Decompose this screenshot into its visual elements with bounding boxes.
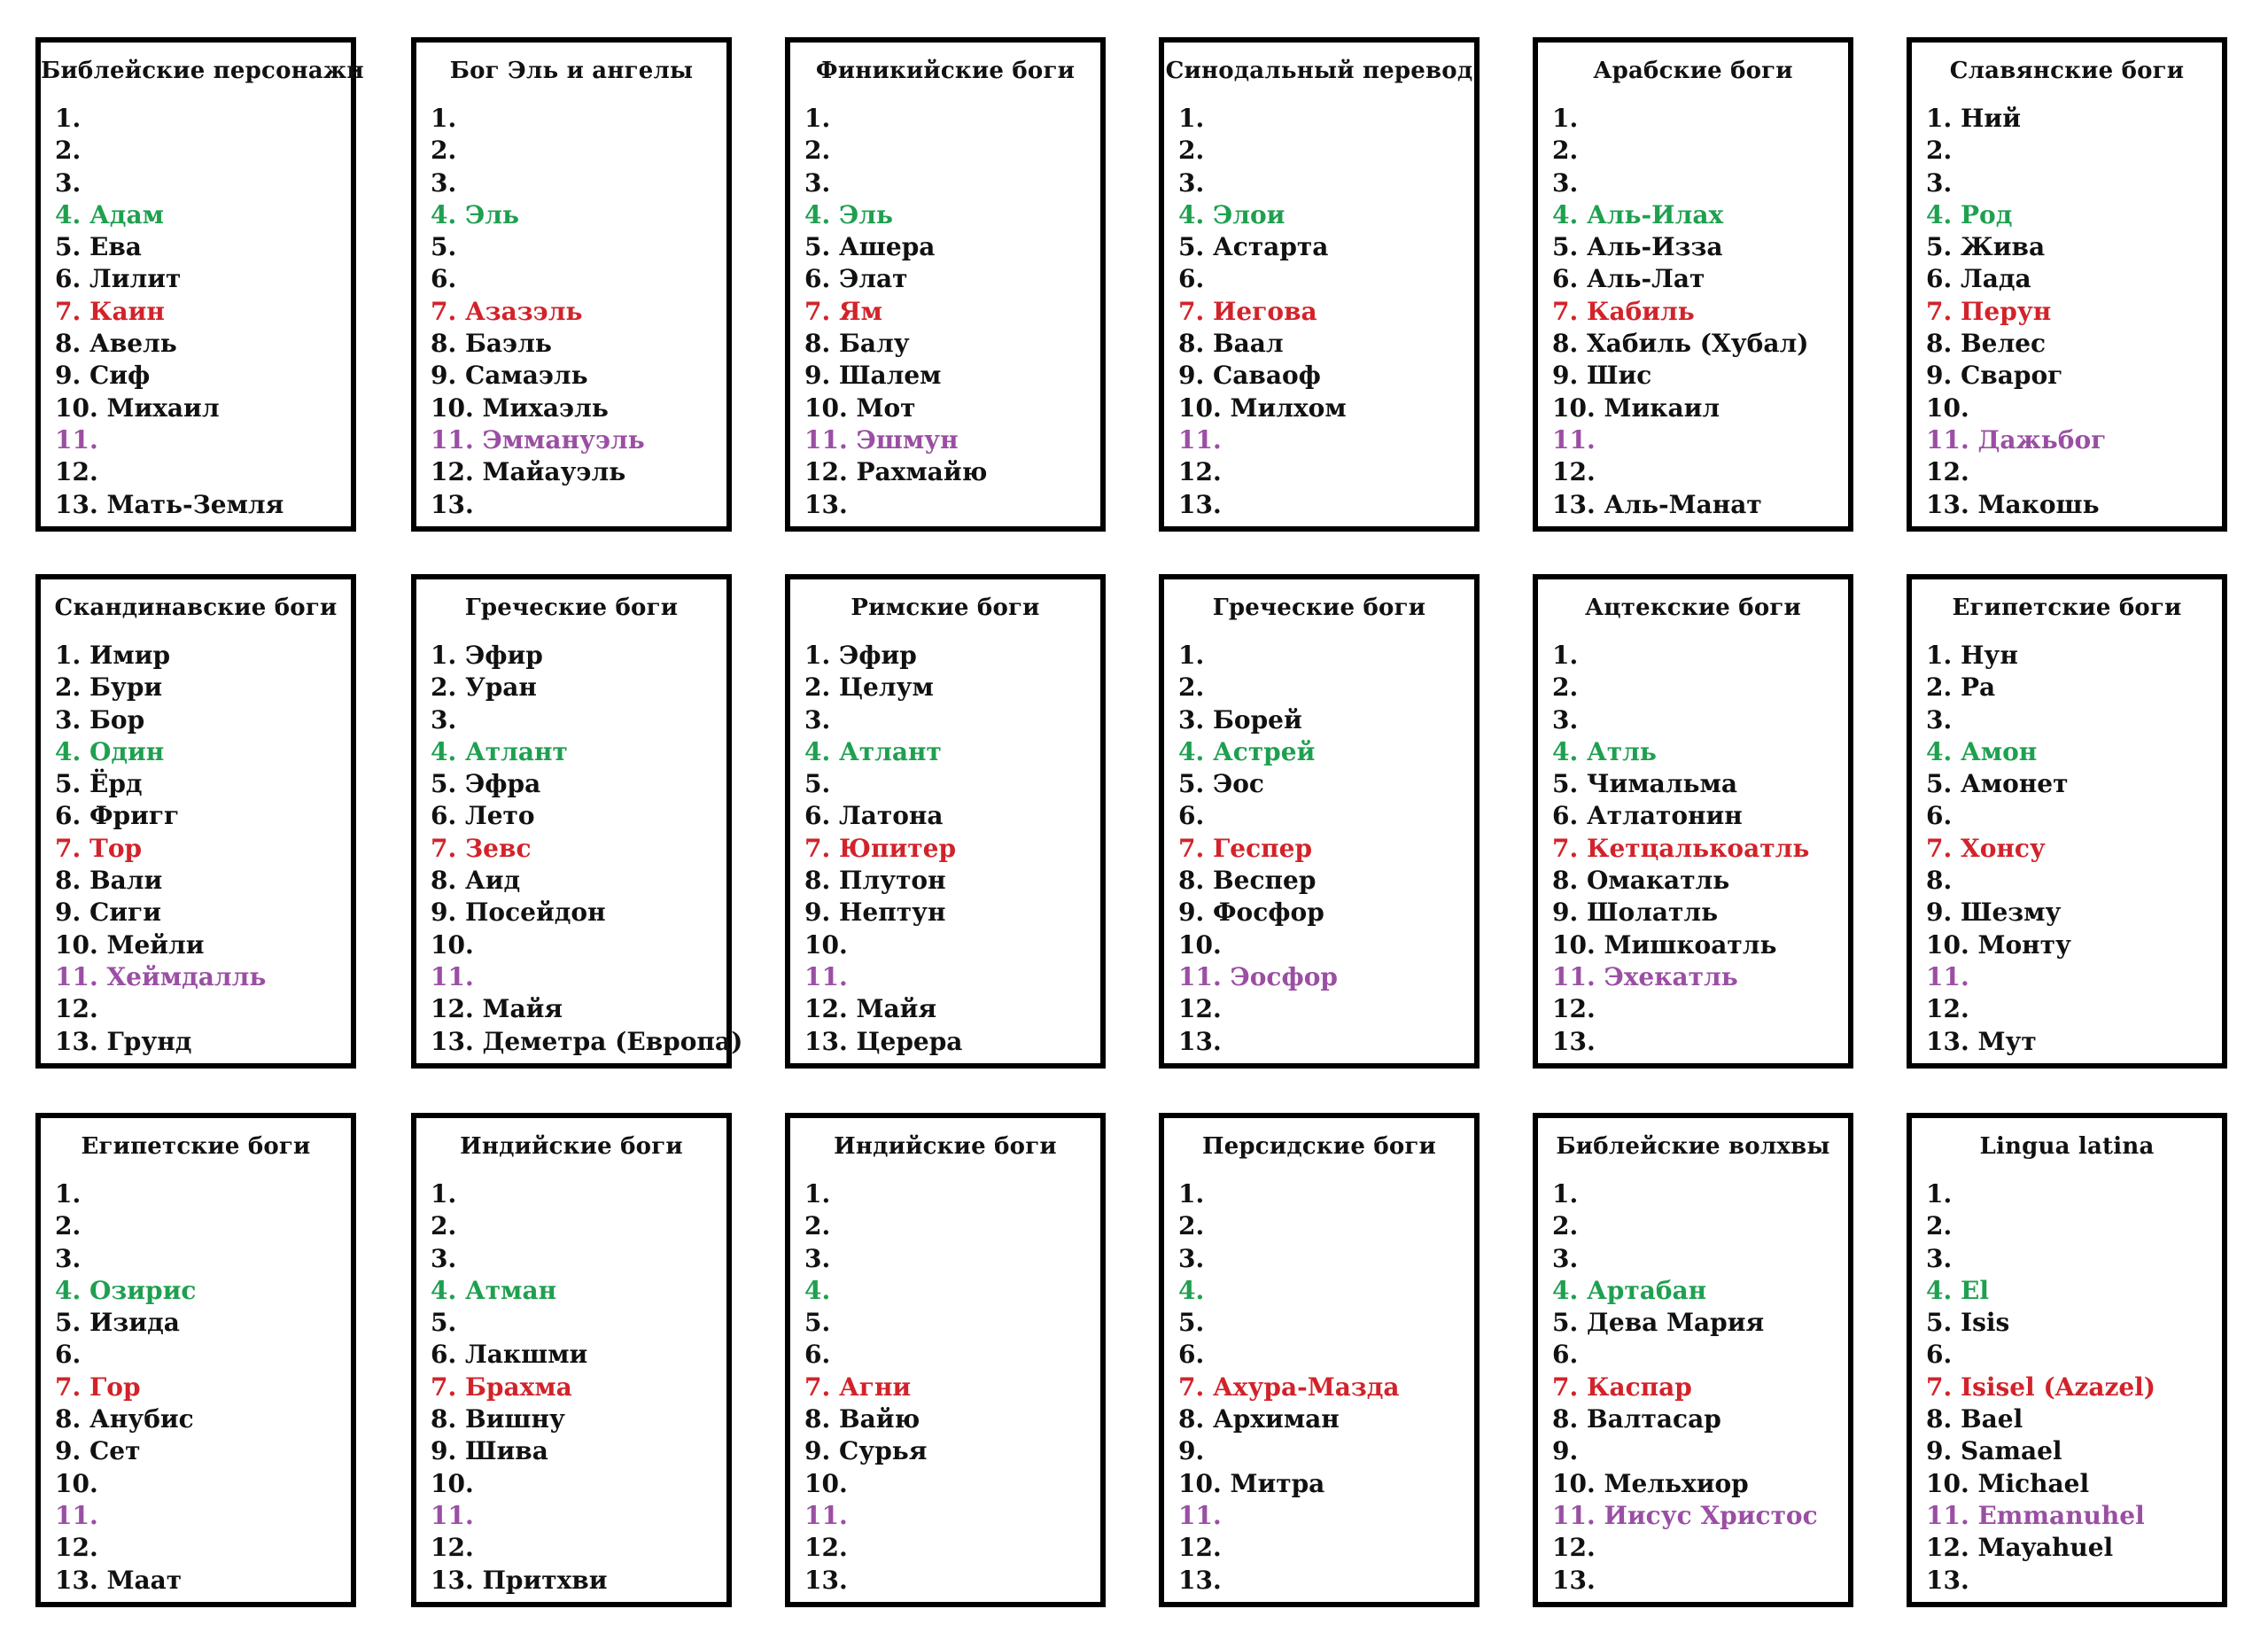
list-item: 5. Дева Мария bbox=[1552, 1308, 1765, 1338]
list-item: 1. bbox=[1178, 641, 1205, 670]
list-item: 3. bbox=[1926, 167, 1953, 198]
list-item: 9. Шолатль bbox=[1552, 898, 1719, 928]
list-item: 12. bbox=[55, 994, 98, 1024]
list-item: 1. bbox=[1178, 104, 1205, 133]
list-item: 2. bbox=[804, 1211, 831, 1241]
list-item: 2. bbox=[431, 1211, 457, 1241]
list-item: 4. Амон bbox=[1926, 736, 2038, 766]
list-item: 5. bbox=[804, 769, 831, 799]
list-item: 9. Сиги bbox=[55, 898, 161, 928]
list-item: 6. bbox=[55, 1340, 82, 1370]
list-item: 6. Лилит bbox=[55, 264, 182, 294]
list-item: 9. Нептун bbox=[804, 898, 946, 928]
list-item: 5. Жива bbox=[1926, 232, 2046, 262]
card-list bbox=[1926, 1178, 2215, 1597]
list-item: 3. Бор bbox=[55, 704, 145, 735]
card-title: Скандинавские боги bbox=[54, 595, 338, 621]
list-item: 5. bbox=[431, 232, 457, 262]
list-item: 1. bbox=[1552, 104, 1579, 133]
card bbox=[1533, 1113, 1853, 1607]
list-item: 8. Балу bbox=[804, 329, 910, 359]
list-item: 2. bbox=[804, 136, 831, 166]
list-item: 11. bbox=[1178, 424, 1222, 455]
card-list bbox=[1552, 640, 1841, 1058]
list-item: 4. Адам bbox=[55, 199, 164, 229]
list-item: 13. bbox=[1178, 1565, 1222, 1595]
list-item: 7. Геспер bbox=[1178, 833, 1313, 863]
list-item: 11. bbox=[804, 961, 848, 991]
list-item: 12. Майя bbox=[804, 994, 937, 1024]
list-item: 11. bbox=[431, 961, 474, 991]
list-item: 10. Михаил bbox=[55, 393, 220, 423]
list-item: 5. Эфра bbox=[431, 769, 541, 799]
list-item: 11. Эхекатль bbox=[1552, 961, 1738, 991]
list-item: 3. bbox=[1178, 167, 1205, 198]
list-item: 11. Emmanuhel bbox=[1926, 1500, 2145, 1530]
list-item: 2. bbox=[1178, 672, 1205, 703]
card-list bbox=[1926, 640, 2215, 1058]
list-item: 1. bbox=[1552, 1179, 1579, 1209]
list-item: 3. bbox=[55, 1243, 82, 1273]
list-item: 4. Эль bbox=[431, 199, 519, 229]
list-item: 3. bbox=[1552, 167, 1579, 198]
list-item: 8. Вишну bbox=[431, 1404, 565, 1434]
list-item: 12. bbox=[1178, 994, 1222, 1024]
list-item: 2. bbox=[1926, 1211, 1953, 1241]
list-item: 3. bbox=[1552, 1243, 1579, 1273]
card bbox=[1159, 574, 1480, 1069]
list-item: 8. Баэль bbox=[431, 329, 552, 359]
list-item: 1. Имир bbox=[55, 641, 171, 670]
list-item: 12. Mayahuel bbox=[1926, 1533, 2114, 1563]
list-item: 1. bbox=[1926, 1179, 1953, 1209]
card bbox=[1907, 37, 2227, 532]
card-list bbox=[55, 640, 344, 1058]
list-item: 5. Аль-Изза bbox=[1552, 232, 1723, 262]
list-item: 9. Фосфор bbox=[1178, 898, 1324, 928]
list-item: 6. bbox=[804, 1340, 831, 1370]
list-item: 6. Фригг bbox=[55, 801, 180, 831]
list-item: 1. Эфир bbox=[431, 641, 543, 670]
card bbox=[35, 1113, 356, 1607]
list-item: 3. bbox=[431, 167, 457, 198]
list-item: 8. Веспер bbox=[1178, 866, 1317, 896]
list-item: 11. Дажьбог bbox=[1926, 424, 2107, 455]
list-item: 4. Аль-Илах bbox=[1552, 199, 1724, 229]
list-item: 6. bbox=[1926, 801, 1953, 831]
list-item: 7. Азазэль bbox=[431, 296, 583, 326]
list-item: 10. Милхом bbox=[1178, 393, 1347, 423]
list-item: 1. bbox=[1552, 641, 1579, 670]
list-item: 4. El bbox=[1926, 1275, 1989, 1305]
list-item: 2. bbox=[55, 1211, 82, 1241]
list-item: 2. bbox=[431, 136, 457, 166]
list-item: 1. bbox=[804, 1179, 831, 1209]
list-item: 9. Шезму bbox=[1926, 898, 2062, 928]
list-item: 12. bbox=[1926, 457, 1969, 487]
card-title: Персидские боги bbox=[1201, 1133, 1437, 1160]
list-item: 2. bbox=[1552, 1211, 1579, 1241]
list-item: 13. Мут bbox=[1926, 1026, 2037, 1056]
list-item: 6. Латона bbox=[804, 801, 944, 831]
list-item: 8. Архиман bbox=[1178, 1404, 1340, 1434]
list-item: 4. Озирис bbox=[55, 1275, 197, 1305]
list-item: 3. Борей bbox=[1178, 704, 1302, 735]
card-title: Бог Эль и ангелы bbox=[449, 58, 694, 84]
list-item: 9. Шива bbox=[431, 1436, 548, 1466]
list-item: 11. bbox=[1552, 424, 1596, 455]
list-item: 3. bbox=[431, 1243, 457, 1273]
list-item: 13. bbox=[1178, 1026, 1222, 1056]
list-item: 7. Хонсу bbox=[1926, 833, 2046, 863]
list-item: 5. bbox=[804, 1308, 831, 1338]
list-item: 10. bbox=[55, 1468, 98, 1498]
list-item: 12. bbox=[1178, 1533, 1222, 1563]
list-item: 8. Омакатль bbox=[1552, 866, 1730, 896]
list-item: 1. Ний bbox=[1926, 104, 2021, 133]
list-item: 9. bbox=[1178, 1436, 1205, 1466]
list-item: 4. Род bbox=[1926, 199, 2013, 229]
list-item: 4. Один bbox=[55, 736, 165, 766]
list-item: 10. Мишкоатль bbox=[1552, 929, 1777, 960]
list-item: 6. bbox=[431, 264, 457, 294]
list-item: 12. bbox=[804, 1533, 848, 1563]
list-item: 2. bbox=[1552, 672, 1579, 703]
list-item: 12. bbox=[55, 457, 98, 487]
list-item: 1. bbox=[431, 104, 457, 133]
list-item: 3. bbox=[55, 167, 82, 198]
card bbox=[411, 1113, 732, 1607]
list-item: 1. bbox=[55, 104, 82, 133]
card-title: Египетские боги bbox=[1952, 595, 2182, 621]
list-item: 6. Аль-Лат bbox=[1552, 264, 1705, 294]
card-title: Славянские боги bbox=[1949, 58, 2185, 84]
list-item: 6. bbox=[1926, 1340, 1953, 1370]
card-list bbox=[431, 103, 719, 521]
card bbox=[1907, 574, 2227, 1069]
list-item: 12. bbox=[1926, 994, 1969, 1024]
list-item: 5. bbox=[1178, 1308, 1205, 1338]
list-item: 10. bbox=[431, 1468, 474, 1498]
list-item: 9. Саваоф bbox=[1178, 361, 1321, 391]
list-item: 9. Сиф bbox=[55, 361, 151, 391]
list-item: 11. Эшмун bbox=[804, 424, 959, 455]
list-item: 8. Вайю bbox=[804, 1404, 920, 1434]
list-item: 13. Аль-Манат bbox=[1552, 489, 1762, 519]
list-item: 8. Плутон bbox=[804, 866, 946, 896]
list-item: 5. Амонет bbox=[1926, 769, 2069, 799]
list-item: 10. Мот bbox=[804, 393, 916, 423]
card-title: Библейские волхвы bbox=[1556, 1133, 1830, 1160]
list-item: 7. Гор bbox=[55, 1372, 141, 1402]
list-item: 12. bbox=[55, 1533, 98, 1563]
list-item: 11. bbox=[55, 1500, 98, 1530]
list-item: 6. Лето bbox=[431, 801, 535, 831]
list-item: 7. Зевс bbox=[431, 833, 532, 863]
list-item: 6. bbox=[1552, 1340, 1579, 1370]
list-item: 11. bbox=[804, 1500, 848, 1530]
list-item: 9. Шис bbox=[1552, 361, 1652, 391]
card-list bbox=[1552, 1178, 1841, 1597]
list-item: 6. Элат bbox=[804, 264, 908, 294]
list-item: 11. bbox=[1178, 1500, 1222, 1530]
card bbox=[411, 574, 743, 1069]
list-item: 8. bbox=[1926, 866, 1953, 896]
list-item: 10. Мельхиор bbox=[1552, 1468, 1749, 1498]
list-item: 5. Чимальма bbox=[1552, 769, 1737, 799]
list-item: 10. Микаил bbox=[1552, 393, 1720, 423]
card-title: Lingua latina bbox=[1979, 1133, 2155, 1160]
list-item: 5. Эос bbox=[1178, 769, 1264, 799]
list-item: 3. bbox=[1178, 1243, 1205, 1273]
list-item: 4. Атлант bbox=[804, 736, 942, 766]
list-item: 4. Астрей bbox=[1178, 736, 1316, 766]
list-item: 7. Кетцалькоатль bbox=[1552, 833, 1810, 863]
list-item: 7. Иегова bbox=[1178, 296, 1317, 326]
list-item: 13. Грунд bbox=[55, 1026, 192, 1056]
list-item: 7. Ахура-Мазда bbox=[1178, 1372, 1400, 1402]
list-item: 9. Самаэль bbox=[431, 361, 588, 391]
list-item: 8. Анубис bbox=[55, 1404, 194, 1434]
list-item: 12. Майауэль bbox=[431, 457, 626, 487]
list-item: 10. Митра bbox=[1178, 1468, 1325, 1498]
list-item: 13. bbox=[431, 489, 474, 519]
card-title: Ацтекские боги bbox=[1585, 595, 1801, 621]
list-item: 13. bbox=[1552, 1565, 1596, 1595]
card-title: Индийские боги bbox=[460, 1133, 683, 1160]
list-item: 13. Церера bbox=[804, 1026, 963, 1056]
card-list bbox=[431, 1178, 719, 1597]
list-item: 6. Лада bbox=[1926, 264, 2031, 294]
list-item: 3. bbox=[1926, 1243, 1953, 1273]
list-item: 6. bbox=[1178, 801, 1205, 831]
list-item: 10. Мейли bbox=[55, 929, 205, 960]
list-item: 6. Атлатонин bbox=[1552, 801, 1743, 831]
list-item: 10. bbox=[804, 1468, 848, 1498]
list-item: 4. Артабан bbox=[1552, 1275, 1707, 1305]
card bbox=[1907, 1113, 2227, 1607]
card bbox=[1533, 574, 1853, 1069]
list-item: 1. Нун bbox=[1926, 641, 2018, 670]
list-item: 4. Элои bbox=[1178, 199, 1285, 229]
card bbox=[1159, 1113, 1480, 1607]
card bbox=[785, 37, 1106, 532]
card-list bbox=[1178, 1178, 1467, 1597]
list-item: 9. Шалем bbox=[804, 361, 942, 391]
list-item: 1. bbox=[1178, 1179, 1205, 1209]
list-item: 4. bbox=[1178, 1275, 1205, 1305]
card-list bbox=[1178, 640, 1467, 1058]
list-item: 13. bbox=[1178, 489, 1222, 519]
list-item: 2. Уран bbox=[431, 672, 537, 703]
list-item: 12. bbox=[1552, 457, 1596, 487]
card-list bbox=[431, 640, 743, 1058]
card-title: Греческие боги bbox=[1212, 595, 1426, 621]
list-item: 3. bbox=[1926, 704, 1953, 735]
list-item: 5. Ева bbox=[55, 232, 142, 262]
list-item: 2. bbox=[55, 136, 82, 166]
card-list bbox=[804, 103, 1093, 521]
list-item: 3. bbox=[804, 704, 831, 735]
list-item: 4. bbox=[804, 1275, 831, 1305]
list-item: 6. Лакшми bbox=[431, 1340, 588, 1370]
list-item: 13. Макошь bbox=[1926, 489, 2100, 519]
card-list bbox=[1552, 103, 1841, 521]
list-item: 7. Isisel (Azazel) bbox=[1926, 1372, 2156, 1402]
list-item: 11. bbox=[431, 1500, 474, 1530]
list-item: 7. Ям bbox=[804, 296, 882, 326]
list-item: 1. bbox=[55, 1179, 82, 1209]
list-item: 8. Валтасар bbox=[1552, 1404, 1721, 1434]
card-title: Синодальный перевод bbox=[1165, 58, 1473, 84]
list-item: 10. Монту bbox=[1926, 929, 2071, 960]
list-item: 9. Сварог bbox=[1926, 361, 2063, 391]
list-item: 13. Мать-Земля bbox=[55, 489, 284, 519]
list-item: 2. bbox=[1178, 1211, 1205, 1241]
list-item: 2. bbox=[1552, 136, 1579, 166]
card bbox=[785, 574, 1106, 1069]
list-item: 9. Сет bbox=[55, 1436, 141, 1466]
list-item: 2. bbox=[1178, 136, 1205, 166]
list-item: 7. Каспар bbox=[1552, 1372, 1692, 1402]
list-item: 7. Юпитер bbox=[804, 833, 957, 863]
list-item: 11. Хеймдалль bbox=[55, 961, 267, 991]
list-item: 8. Хабиль (Хубал) bbox=[1552, 329, 1809, 359]
card-title: Библейские персонажи bbox=[41, 58, 364, 84]
list-item: 7. Брахма bbox=[431, 1372, 572, 1402]
list-item: 7. Каин bbox=[55, 296, 165, 326]
list-item: 10. bbox=[1926, 393, 1969, 423]
list-item: 7. Агни bbox=[804, 1372, 912, 1402]
list-item: 10. bbox=[431, 929, 474, 960]
list-item: 8. Вали bbox=[55, 866, 163, 896]
list-item: 12. Рахмайю bbox=[804, 457, 988, 487]
list-item: 11. Эосфор bbox=[1178, 961, 1338, 991]
list-item: 10. bbox=[1178, 929, 1222, 960]
card-list bbox=[55, 1178, 344, 1597]
card-list bbox=[1926, 103, 2215, 521]
list-item: 4. Атман bbox=[431, 1275, 557, 1305]
card bbox=[35, 37, 364, 532]
card-title: Арабские боги bbox=[1593, 58, 1793, 84]
card bbox=[1159, 37, 1480, 532]
list-item: 12. bbox=[1178, 457, 1222, 487]
card-title: Египетские боги bbox=[81, 1133, 311, 1160]
list-item: 7. Перун bbox=[1926, 296, 2052, 326]
list-item: 7. Тор bbox=[55, 833, 143, 863]
list-item: 12. bbox=[1552, 994, 1596, 1024]
list-item: 3. bbox=[804, 1243, 831, 1273]
list-item: 8. Авель bbox=[55, 329, 177, 359]
list-item: 9. Samael bbox=[1926, 1436, 2062, 1466]
list-item: 11. Эммануэль bbox=[431, 424, 645, 455]
list-item: 13. bbox=[1552, 1026, 1596, 1056]
card bbox=[785, 1113, 1106, 1607]
list-item: 5. Изида bbox=[55, 1308, 180, 1338]
list-item: 3. bbox=[804, 167, 831, 198]
card-title: Греческие боги bbox=[464, 595, 679, 621]
list-item: 4. Эль bbox=[804, 199, 893, 229]
list-item: 13. Притхви bbox=[431, 1565, 608, 1595]
list-item: 11. Иисус Христос bbox=[1552, 1500, 1818, 1530]
list-item: 2. Бури bbox=[55, 672, 163, 703]
list-item: 13. Маат bbox=[55, 1565, 183, 1595]
list-item: 2. bbox=[1926, 136, 1953, 166]
list-item: 5. Isis bbox=[1926, 1308, 2010, 1338]
list-item: 13. bbox=[1926, 1565, 1969, 1595]
list-item: 5. Ашера bbox=[804, 232, 936, 262]
list-item: 8. Велес bbox=[1926, 329, 2047, 359]
list-item: 9. Сурья bbox=[804, 1436, 928, 1466]
list-item: 13. Деметра (Европа) bbox=[431, 1026, 743, 1056]
list-item: 1. bbox=[431, 1179, 457, 1209]
list-item: 6. bbox=[1178, 264, 1205, 294]
list-item: 12. bbox=[1552, 1533, 1596, 1563]
list-item: 3. bbox=[431, 704, 457, 735]
list-item: 1. bbox=[804, 104, 831, 133]
list-item: 2. Целум bbox=[804, 672, 934, 703]
list-item: 8. Ваал bbox=[1178, 329, 1284, 359]
list-item: 1. Эфир bbox=[804, 641, 917, 670]
list-item: 10. bbox=[804, 929, 848, 960]
list-item: 9. Посейдон bbox=[431, 898, 606, 928]
list-item: 4. Атлант bbox=[431, 736, 568, 766]
card bbox=[35, 574, 356, 1069]
list-item: 11. bbox=[55, 424, 98, 455]
card bbox=[411, 37, 732, 532]
list-item: 7. Кабиль bbox=[1552, 296, 1695, 326]
list-item: 9. bbox=[1552, 1436, 1579, 1466]
card-list bbox=[804, 1178, 1093, 1597]
list-item: 5. Астарта bbox=[1178, 232, 1329, 262]
list-item: 8. Аид bbox=[431, 866, 521, 896]
list-item: 2. Ра bbox=[1926, 672, 1996, 703]
card-title: Римские боги bbox=[850, 595, 1040, 621]
list-item: 6. bbox=[1178, 1340, 1205, 1370]
card-title: Финикийские боги bbox=[815, 58, 1076, 84]
list-item: 11. bbox=[1926, 961, 1969, 991]
list-item: 5. Ёрд bbox=[55, 769, 143, 799]
list-item: 10. Michael bbox=[1926, 1468, 2090, 1498]
list-item: 13. bbox=[804, 1565, 848, 1595]
card bbox=[1533, 37, 1853, 532]
list-item: 8. Bael bbox=[1926, 1404, 2023, 1434]
list-item: 12. Майя bbox=[431, 994, 563, 1024]
list-item: 13. bbox=[804, 489, 848, 519]
card-title: Индийские боги bbox=[834, 1133, 1057, 1160]
list-item: 4. Атль bbox=[1552, 736, 1657, 766]
list-item: 12. bbox=[431, 1533, 474, 1563]
list-item: 5. bbox=[431, 1308, 457, 1338]
list-item: 10. Михаэль bbox=[431, 393, 609, 423]
card-list bbox=[804, 640, 1093, 1058]
card-list bbox=[55, 103, 344, 521]
list-item: 3. bbox=[1552, 704, 1579, 735]
card-list bbox=[1178, 103, 1467, 521]
